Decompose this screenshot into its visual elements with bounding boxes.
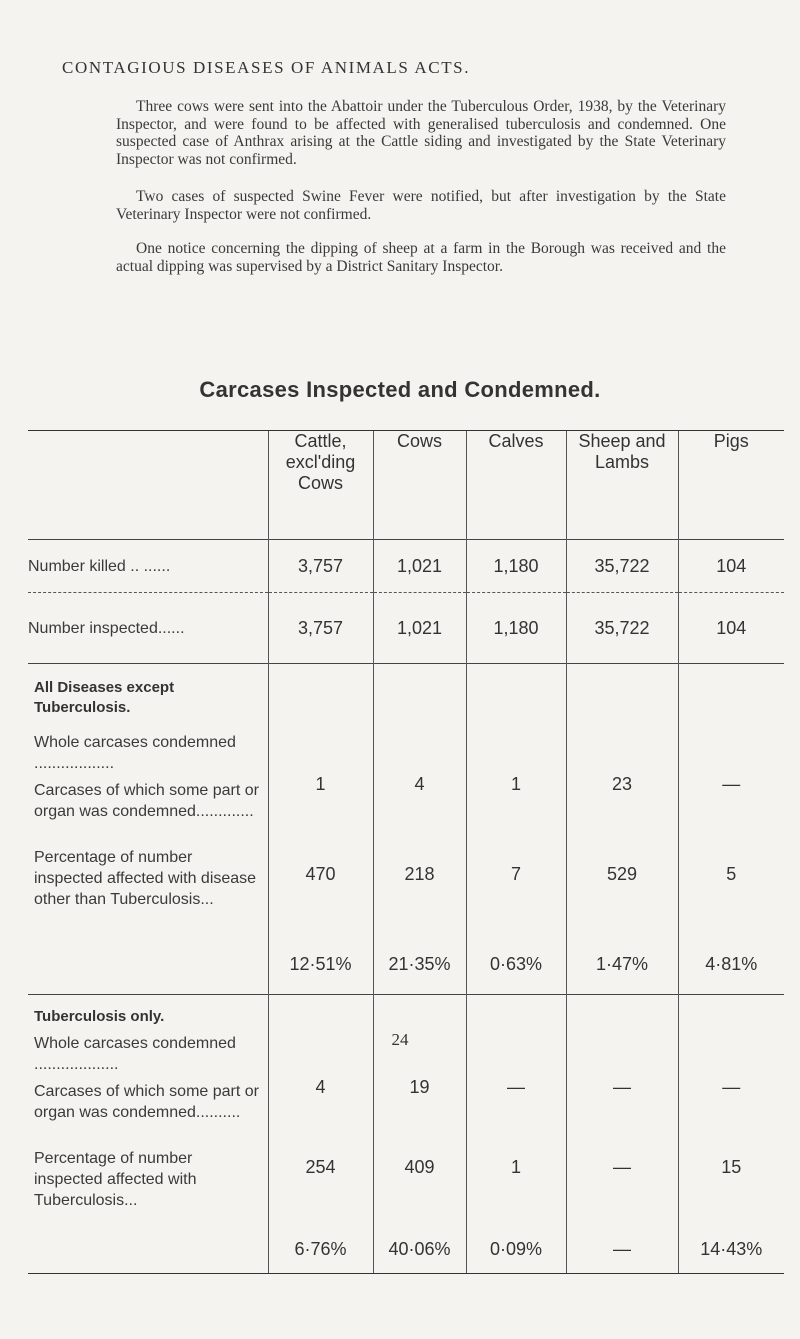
header-blank [28, 431, 268, 540]
cell: 15 [721, 1157, 742, 1177]
cell: 4 [315, 1077, 326, 1097]
cell: — [722, 1077, 741, 1097]
cell: 104 [678, 540, 784, 593]
cell: — [722, 774, 741, 794]
cell: 35,722 [566, 593, 678, 664]
cell: 35,722 [566, 540, 678, 593]
section-all-diseases [28, 664, 784, 995]
cell: 1·47% [595, 954, 649, 974]
cell: 254 [305, 1157, 336, 1177]
row-label: Whole carcases condemned ................... [34, 1035, 236, 1073]
row-label: Number inspected...... [28, 593, 268, 664]
cell: 1 [510, 774, 521, 794]
table-header-row [28, 431, 784, 540]
cell: 14·43% [700, 1239, 763, 1259]
cell: 529 [606, 864, 638, 884]
cell: 19 [409, 1077, 430, 1097]
section-all-label-cell [28, 664, 268, 995]
row-label: Carcases of which some part or organ was condemned.......... [34, 1083, 259, 1121]
cell: 218 [404, 864, 435, 884]
cell: 6·76% [294, 1239, 347, 1259]
row-number-inspected [28, 593, 784, 664]
cell: 4·81% [705, 954, 758, 974]
row-label: Percentage of number inspected affected with disease other than Tuberculosis... [34, 849, 257, 908]
column-header-cattle: Cattle, excl'ding Cows [268, 431, 373, 540]
cell: 12·51% [289, 954, 352, 974]
section-title: All Diseases except Tuberculosis. [34, 679, 175, 716]
section-heading: CONTAGIOUS DISEASES OF ANIMALS ACTS. [62, 58, 471, 77]
column-header-sheep: Sheep and Lambs [566, 431, 678, 540]
cell: 40·06% [388, 1239, 451, 1259]
cell: 1 [510, 1157, 521, 1177]
column-cows-all [373, 664, 466, 995]
row-label: Carcases of which some part or organ was condemned............. [34, 782, 259, 820]
cell: 0·09% [489, 1239, 543, 1259]
cell: 5 [726, 864, 737, 884]
column-cattle-all [268, 664, 373, 995]
cell: 1,180 [466, 540, 566, 593]
row-label: Number killed .. ...... [28, 540, 268, 593]
cell: 21·35% [388, 954, 451, 974]
column-pigs-all [678, 664, 784, 995]
section-title: Tuberculosis only. [34, 1008, 165, 1025]
row-label: Percentage of number inspected affected with Tuberculosis... [34, 1150, 197, 1209]
carcases-table [28, 430, 784, 1274]
paragraph-swine-fever: Two cases of suspected Swine Fever were notified, but after investigation by the State Veterinary Inspector were not confirmed. [116, 188, 726, 223]
column-calves-all [466, 664, 566, 995]
cell: 7 [510, 864, 521, 884]
cell: 1,021 [373, 593, 466, 664]
cell: — [613, 1077, 631, 1097]
row-number-killed [28, 540, 784, 593]
cell: — [507, 1077, 525, 1097]
cell: 1 [315, 774, 326, 794]
cell: 470 [305, 864, 336, 884]
column-header-calves: Calves [466, 431, 566, 540]
cell: 1,180 [466, 593, 566, 664]
column-sheep-all [566, 664, 678, 995]
column-header-cows: Cows [373, 431, 466, 540]
cell: 104 [678, 593, 784, 664]
table-title: Carcases Inspected and Condemned. [199, 377, 601, 402]
paragraph-tuberculous-order: Three cows were sent into the Abattoir under the Tuberculous Order, 1938, by the Veterinary Inspector, and were found to be affected with generalised tuberculosis and condemned. One suspected case of Anthrax arising at the Cattle siding and investigated by the State Veterinary Inspector was not confirmed. [116, 98, 726, 168]
cell: 0·63% [489, 954, 543, 974]
row-label: Whole carcases condemned .................. [34, 734, 236, 772]
cell: — [613, 1157, 631, 1177]
cell: 3,757 [268, 593, 373, 664]
cell: 23 [611, 774, 633, 794]
page-number: 24 [391, 1030, 409, 1049]
column-header-pigs: Pigs [678, 431, 784, 540]
cell: 4 [414, 774, 425, 794]
cell: 3,757 [268, 540, 373, 593]
paragraph-sheep-dipping: One notice concerning the dipping of sheep at a farm in the Borough was received and the actual dipping was supervised by a District Sanitary Inspector. [116, 240, 726, 275]
cell: 1,021 [373, 540, 466, 593]
cell: — [613, 1239, 631, 1259]
cell: 409 [404, 1157, 435, 1177]
